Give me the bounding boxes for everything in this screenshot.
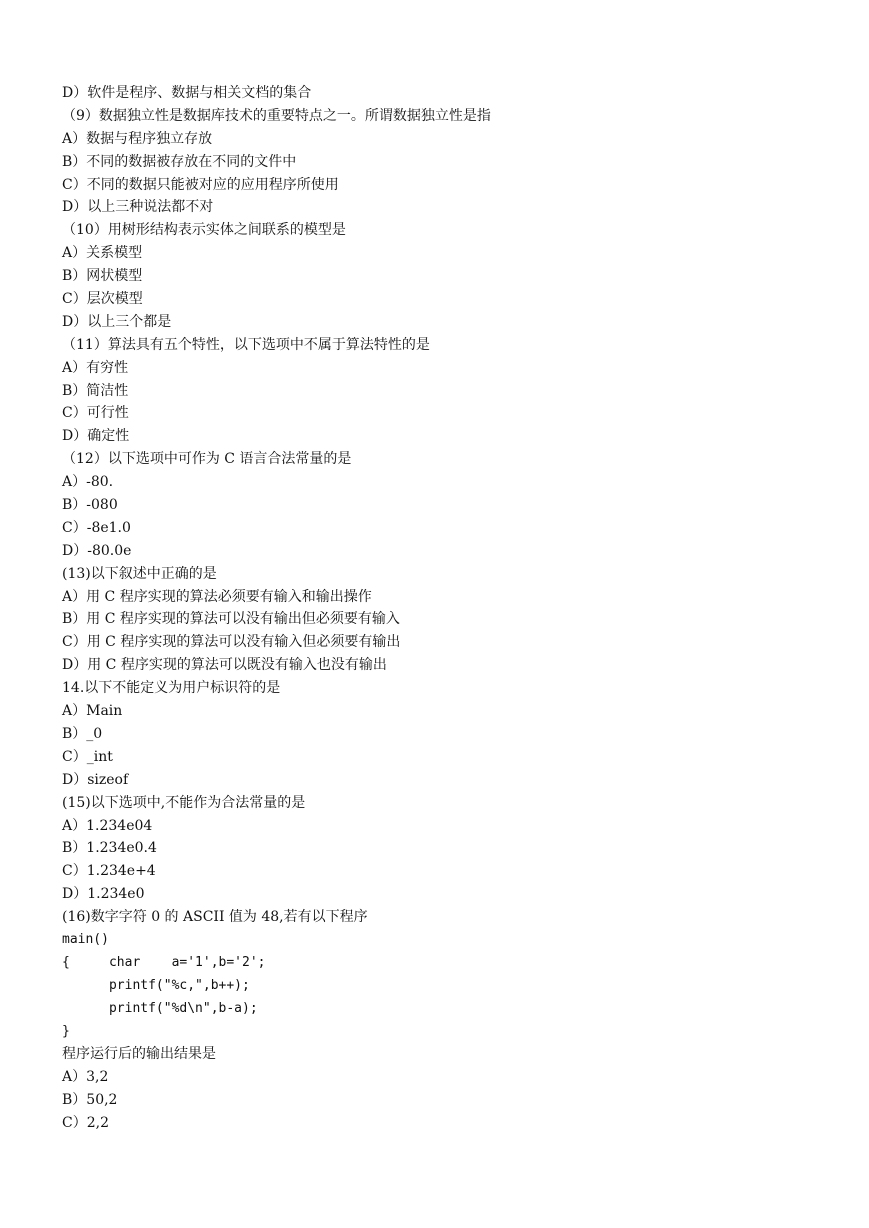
option-b-line: B）不同的数据被存放在不同的文件中 bbox=[62, 153, 297, 170]
question-11-text: （11）算法具有五个特性，以下选项中不属于算法特性的是 bbox=[62, 336, 430, 353]
option-b-line: B）网状模型 bbox=[62, 268, 143, 285]
option-b-line: B）用 C 程序实现的算法可以没有输出但必须要有输入 bbox=[62, 611, 400, 628]
code-line: printf("%d\n",b-a); bbox=[62, 1000, 258, 1016]
option-b-line: B）简洁性 bbox=[62, 382, 129, 399]
question-12-text: （12）以下选项中可作为 C 语言合法常量的是 bbox=[62, 451, 352, 468]
code-line: main() bbox=[62, 931, 109, 947]
code-line: } bbox=[62, 1023, 70, 1039]
code-line: { char a='1',b='2'; bbox=[62, 954, 266, 970]
option-b-line: B）_0 bbox=[62, 725, 103, 742]
question-13-text: (13)以下叙述中正确的是 bbox=[62, 565, 217, 582]
option-d-line: D）以上三种说法都不对 bbox=[62, 199, 214, 216]
option-d-line: D）用 C 程序实现的算法可以既没有输入也没有输出 bbox=[62, 657, 387, 674]
question-16-text: (16)数字字符 0 的 ASCII 值为 48,若有以下程序 bbox=[62, 909, 368, 926]
question-14-text: 14.以下不能定义为用户标识符的是 bbox=[62, 680, 281, 697]
option-c-line: C）_int bbox=[62, 748, 113, 765]
option-a-line: A）1.234e04 bbox=[62, 817, 153, 834]
question-15-text: (15)以下选项中,不能作为合法常量的是 bbox=[62, 794, 306, 811]
option-c-line: C）层次模型 bbox=[62, 291, 143, 308]
option-c-line: C）1.234e+4 bbox=[62, 863, 156, 880]
option-a-line: A）Main bbox=[62, 703, 123, 720]
question-9-text: （9）数据独立性是数据库技术的重要特点之一。所谓数据独立性是指 bbox=[62, 107, 491, 124]
option-a-line: A）有穷性 bbox=[62, 359, 129, 376]
option-a-line: A）-80. bbox=[62, 474, 114, 491]
option-a-line: A）3,2 bbox=[62, 1069, 109, 1086]
option-a-line: A）用 C 程序实现的算法必须要有输入和输出操作 bbox=[62, 588, 372, 605]
option-b-line: B）50,2 bbox=[62, 1092, 118, 1109]
option-d-line: D）确定性 bbox=[62, 428, 130, 445]
question-16-prompt: 程序运行后的输出结果是 bbox=[62, 1046, 216, 1063]
document-page bbox=[62, 82, 842, 1135]
option-a-line: A）数据与程序独立存放 bbox=[62, 130, 213, 147]
option-d-line: D）软件是程序、数据与相关文档的集合 bbox=[62, 85, 312, 101]
option-b-line: B）1.234e0.4 bbox=[62, 840, 157, 857]
option-d-line: D）1.234e0 bbox=[62, 886, 145, 903]
option-d-line: D）sizeof bbox=[62, 771, 129, 788]
option-c-line: C）2,2 bbox=[62, 1115, 109, 1132]
option-c-line: C）不同的数据只能被对应的应用程序所使用 bbox=[62, 176, 339, 193]
option-d-line: D）以上三个都是 bbox=[62, 313, 172, 330]
code-line: printf("%c,",b++); bbox=[62, 977, 250, 993]
option-d-line: D）-80.0e bbox=[62, 542, 132, 559]
option-a-line: A）关系模型 bbox=[62, 245, 143, 262]
option-b-line: B）-080 bbox=[62, 497, 118, 514]
option-c-line: C）可行性 bbox=[62, 405, 129, 422]
question-10-text: （10）用树形结构表示实体之间联系的模型是 bbox=[62, 222, 346, 239]
option-c-line: C）用 C 程序实现的算法可以没有输入但必须要有输出 bbox=[62, 634, 401, 651]
option-c-line: C）-8e1.0 bbox=[62, 519, 131, 536]
